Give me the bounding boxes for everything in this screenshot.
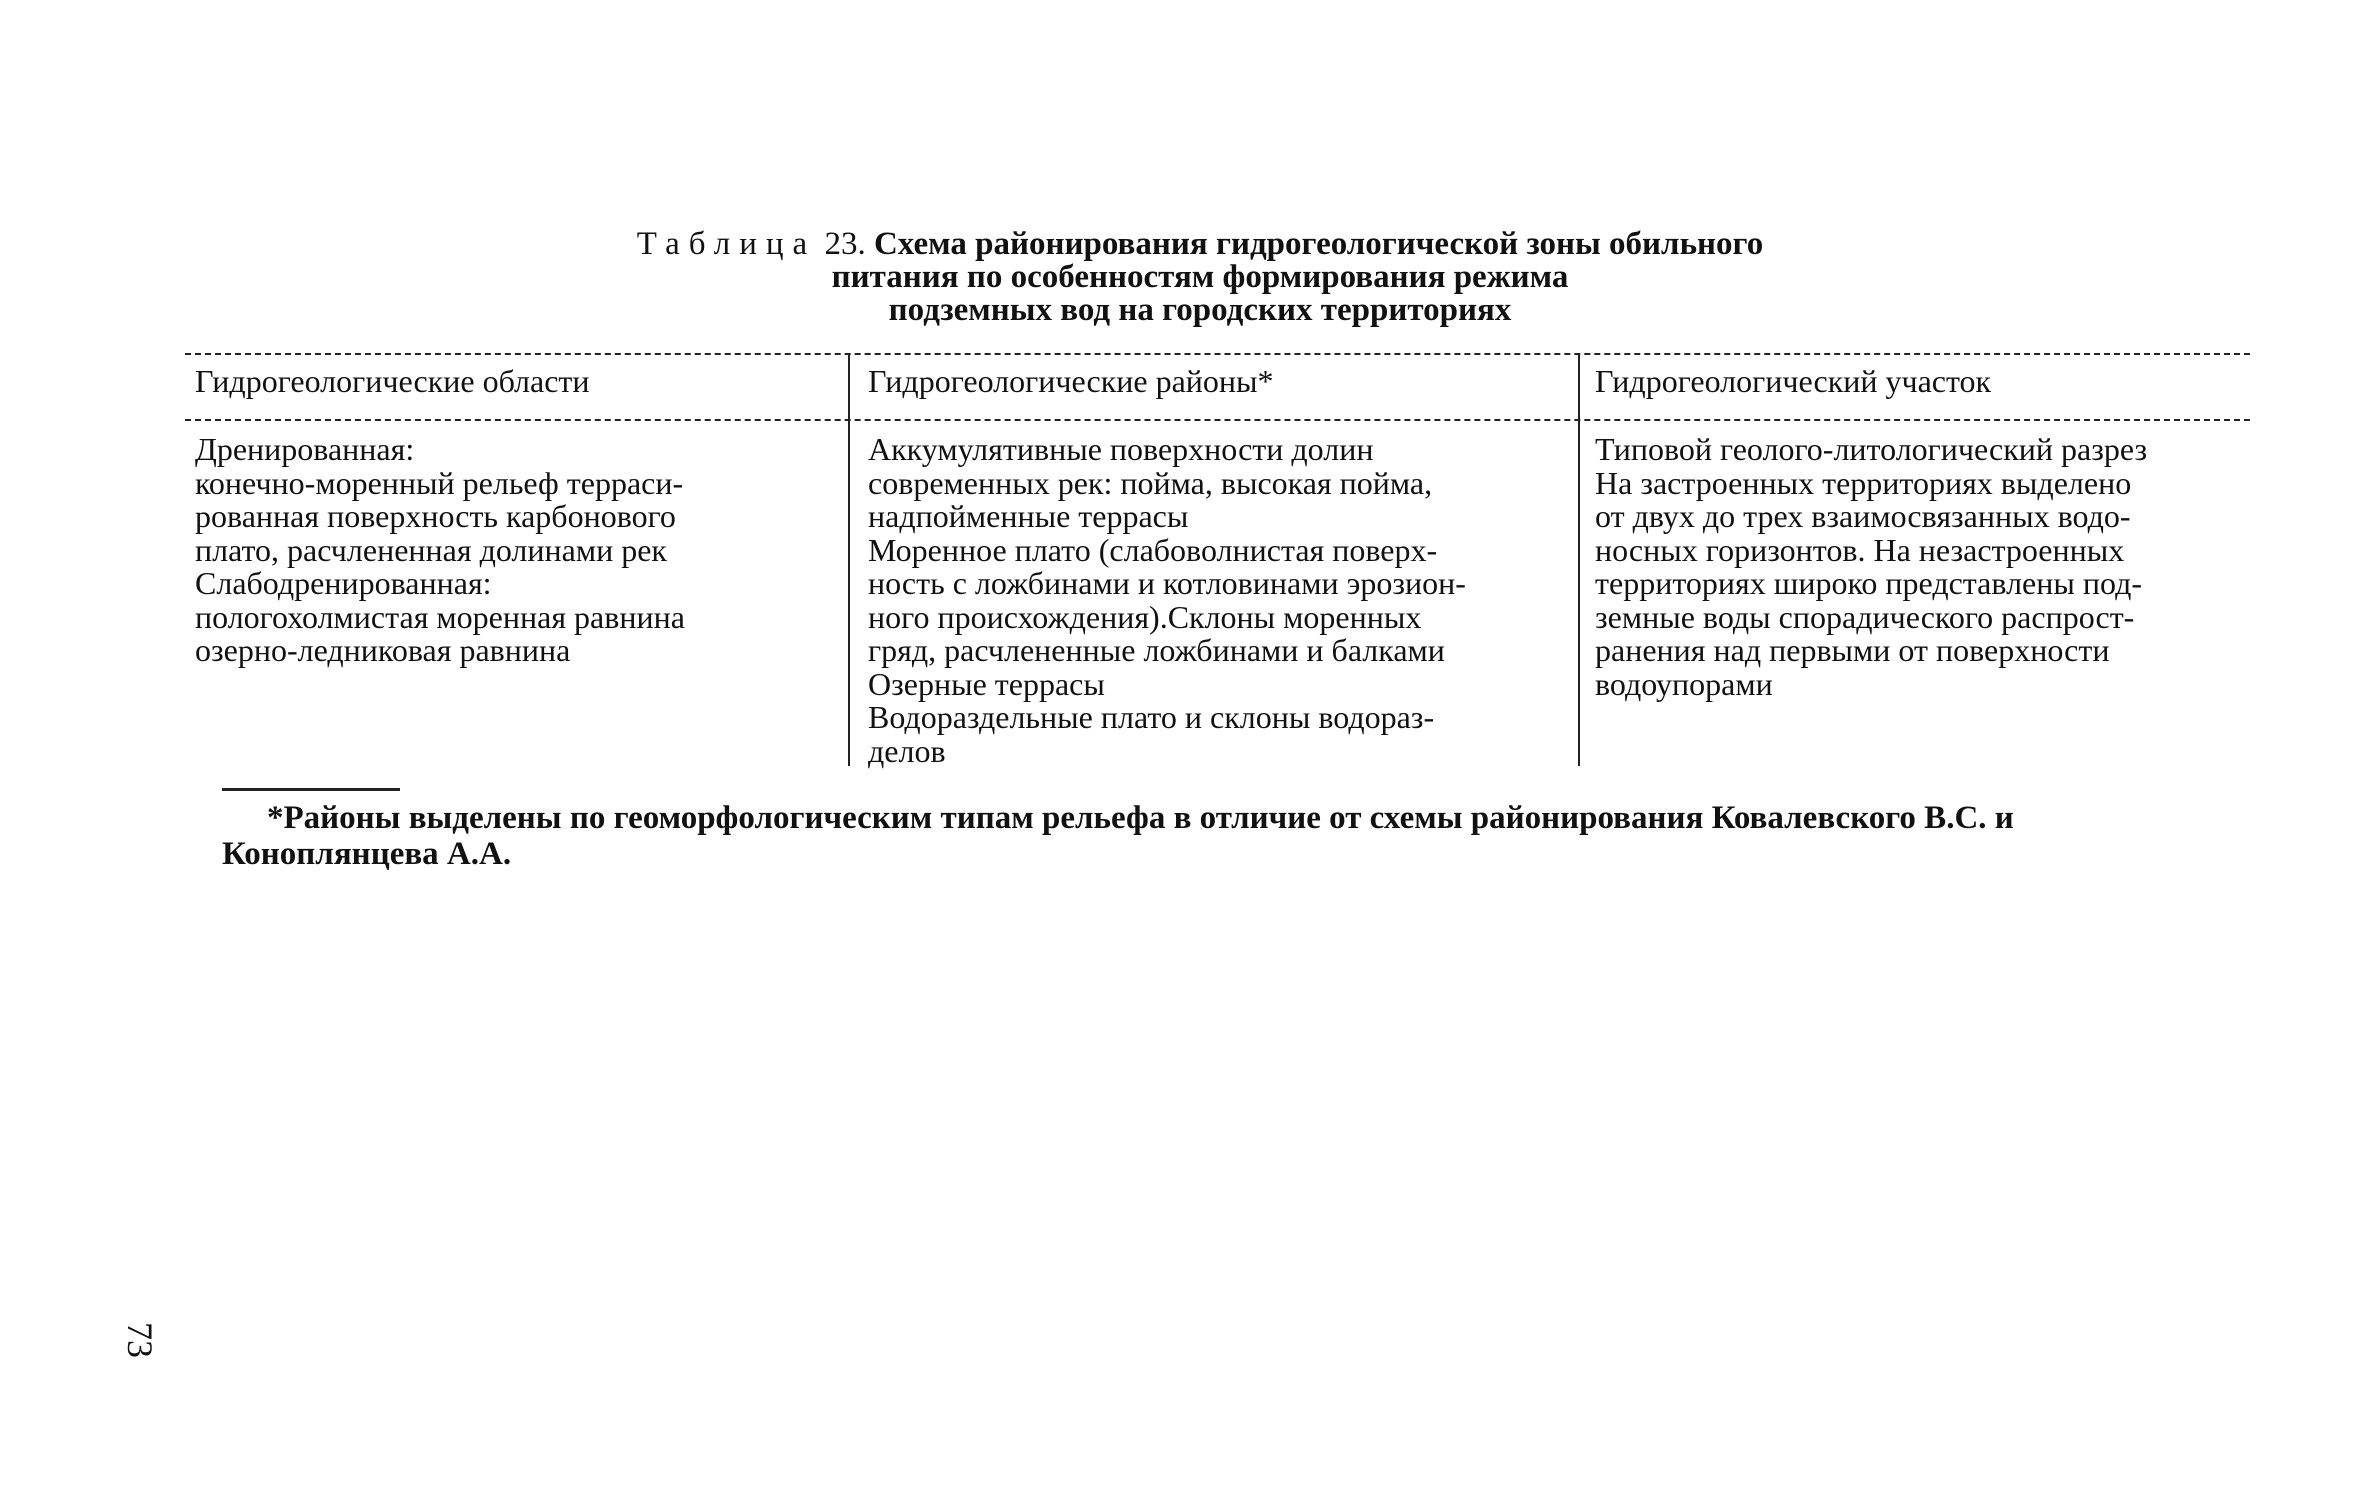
table-cell-line: ранения над первыми от поверхности <box>1595 632 2110 668</box>
header-regions: Гидрогеологические области <box>195 363 590 399</box>
table-cell-line: Слабодренированная: <box>195 565 492 601</box>
footnote-line-1: *Районы выделены по геоморфологическим типам рельефа в отличие от схемы районирования Ковалевского В.С. и <box>267 800 2014 836</box>
caption-line-3: подземных вод на городских территориях <box>888 292 1512 328</box>
column-districts <box>868 433 1466 768</box>
caption-text-1: Схема районирования гидрогеологической зоны обильного <box>873 226 1764 262</box>
table-caption <box>560 228 1840 327</box>
table-cell-line: рованная поверхность карбонового <box>195 498 676 534</box>
table-cell-line: Водораздельные плато и склоны водораз- <box>868 699 1435 735</box>
caption-line-2: питания по особенностям формирования режима <box>831 259 1569 295</box>
table-cell-line: пологохолмистая моренная равнина <box>195 598 685 635</box>
column-sites <box>1595 433 2147 701</box>
table-cell-line: озерно-ледниковая равнина <box>195 632 571 668</box>
table-cell-line: земные воды спорадического распрост- <box>1595 598 2135 635</box>
header-sites: Гидрогеологический участок <box>1595 363 1992 399</box>
footnote-rule <box>222 788 400 791</box>
column-divider-1 <box>848 353 850 766</box>
footnote-line-2: Коноплянцева А.А. <box>222 836 512 872</box>
table-header-rule <box>185 419 2250 421</box>
table-cell-line: Озерные террасы <box>868 665 1105 702</box>
caption-number: 23. <box>824 226 866 262</box>
column-divider-2 <box>1578 353 1580 766</box>
table-top-rule <box>185 353 2250 355</box>
header-districts: Гидрогеологические районы* <box>868 363 1274 399</box>
table-cell-line: надпойменные террасы <box>868 498 1189 534</box>
table-cell-line: Моренное плато (слабоволнистая поверх- <box>868 531 1438 568</box>
table-cell-line: На застроенных территориях выделено <box>1595 464 2132 501</box>
table-cell-line: гряд, расчлененные ложбинами и балками <box>868 632 1445 668</box>
table-cell-line: ность с ложбинами и котловинами эрозион- <box>868 565 1466 601</box>
caption-label: Таблица <box>636 226 817 262</box>
table-cell-line: территориях широко представлены под- <box>1595 565 2142 601</box>
table-cell-line: Дренированная: <box>195 431 415 467</box>
table-cell-line: водоупорами <box>1595 665 1773 702</box>
caption-line-1 <box>560 228 1840 261</box>
table-cell-line: ного происхождения).Склоны моренных <box>868 598 1422 635</box>
table-cell-line: Типовой геолого-литологический разрез <box>1595 431 2148 467</box>
table-cell-line: от двух до трех взаимосвязанных водо- <box>1595 498 2131 534</box>
footnote <box>222 800 2242 872</box>
table-cell-line: делов <box>868 732 946 769</box>
table-cell-line: конечно-моренный рельеф терраси- <box>195 464 684 501</box>
zoning-table <box>185 353 2250 769</box>
table-cell-line: носных горизонтов. На незастроенных <box>1595 531 2125 568</box>
table-cell-line: Аккумулятивные поверхности долин <box>868 431 1374 467</box>
table-cell-line: современных рек: пойма, высокая пойма, <box>868 464 1433 501</box>
table-cell-line: плато, расчлененная долинами рек <box>195 531 667 568</box>
page-number: 73 <box>120 1322 160 1358</box>
column-regions <box>195 433 685 668</box>
